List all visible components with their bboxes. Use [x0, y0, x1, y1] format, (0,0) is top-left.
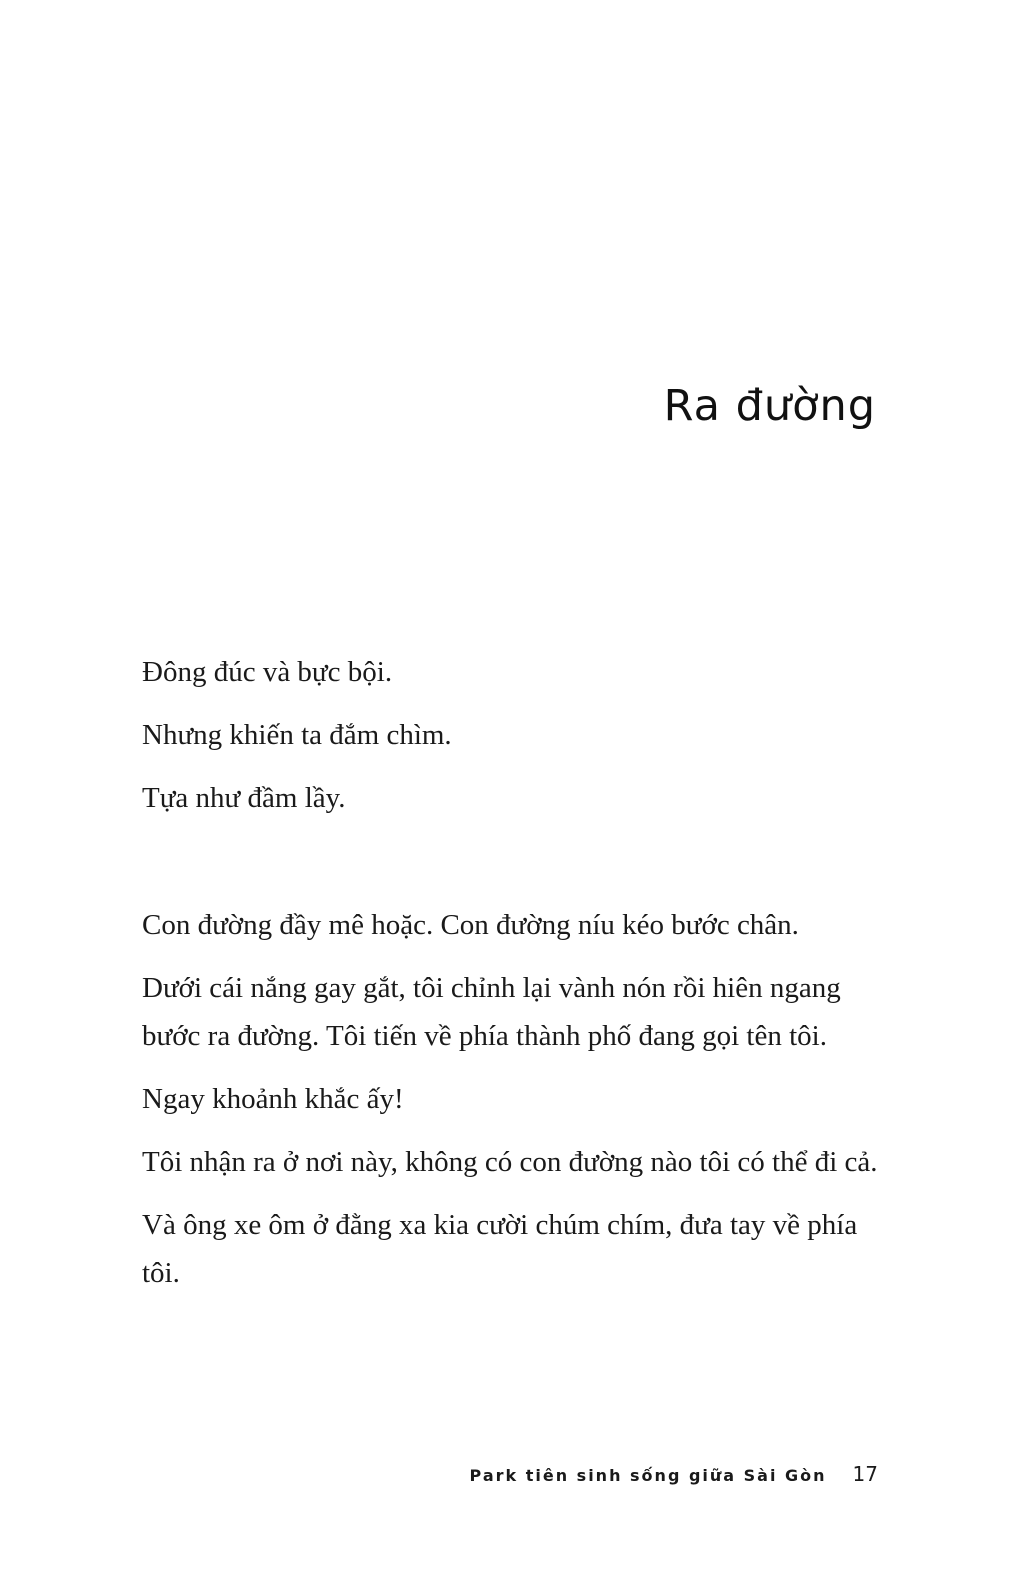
paragraph: Nhưng khiến ta đắm chìm.	[142, 719, 452, 751]
paragraph: Tựa như đầm lầy.	[142, 782, 346, 814]
page-footer	[470, 1462, 878, 1486]
paragraph: Đông đúc và bực bội.	[142, 656, 393, 688]
chapter-title: Ra đường	[663, 380, 876, 431]
paragraph: Và ông xe ôm ở đằng xa kia cười chúm chím, đưa tay về phía tôi.	[142, 1209, 858, 1289]
running-title: Park tiên sinh sống giữa Sài Gòn	[469, 1466, 827, 1485]
page-number: 17	[852, 1462, 878, 1486]
paragraph: Dưới cái nắng gay gắt, tôi chỉnh lại vành nón rồi hiên ngang bước ra đường. Tôi tiến về phía thành phố đang gọi tên tôi.	[142, 972, 841, 1052]
paragraph: Tôi nhận ra ở nơi này, không có con đường nào tôi có thể đi cả.	[142, 1146, 878, 1178]
stanza-1	[142, 648, 882, 822]
paragraph: Ngay khoảnh khắc ấy!	[142, 1083, 404, 1115]
stanza-2	[142, 901, 882, 1297]
paragraph: Con đường đầy mê hoặc. Con đường níu kéo bước chân.	[142, 909, 799, 941]
